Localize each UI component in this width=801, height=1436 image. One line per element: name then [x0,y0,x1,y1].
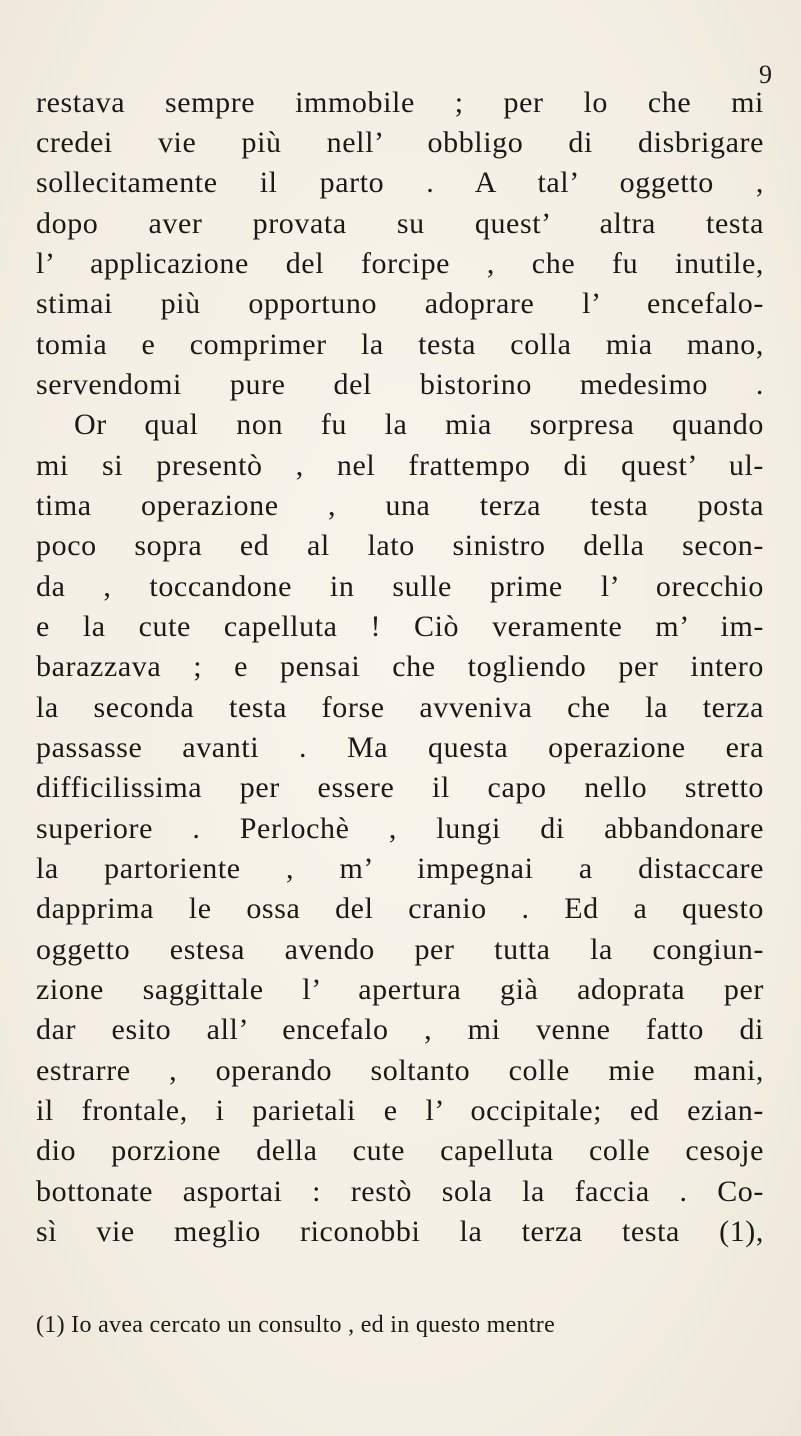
text-line-23: zione saggittale l’ apertura già adoprata per [36,973,764,1006]
text-line-29: sì vie meglio riconobbi la terza testa (1), [36,1215,764,1248]
text-line-13: da , toccandone in sulle prime l’ orecchio [36,570,764,603]
text-line-3: sollecitamente il parto . A tal’ oggetto , [36,166,764,199]
text-line-20: la partoriente , m’ impegnai a distaccare [36,852,764,885]
text-line-8: servendomi pure del bistorino medesimo . [36,368,764,401]
text-line-19: superiore . Perlochè , lungi di abbandonare [36,812,764,845]
text-line-5: l’ applicazione del forcipe , che fu inutile, [36,247,764,280]
text-line-27: dio porzione della cute capelluta colle cesoje [36,1134,764,1167]
text-line-21: dapprima le ossa del cranio . Ed a questo [36,892,764,925]
text-line-14: e la cute capelluta ! Ciò veramente m’ im- [36,610,764,643]
text-line-22: oggetto estesa avendo per tutta la congiun- [36,933,764,966]
page-number: 9 [759,60,772,89]
footnote: (1) Io avea cercato un consulto , ed in questo mentre [36,1312,556,1338]
text-line-6: stimai più opportuno adoprare l’ encefalo- [36,287,764,320]
text-line-26: il frontale, i parietali e l’ occipitale; ed ezian- [36,1094,764,1127]
text-line-16: la seconda testa forse avveniva che la terza [36,691,764,724]
text-line-24: dar esito all’ encefalo , mi venne fatto di [36,1013,764,1046]
text-line-25: estrarre , operando soltanto colle mie mani, [36,1054,764,1087]
text-line-9: Or qual non fu la mia sorpresa quando [74,408,764,441]
text-line-12: poco sopra ed al lato sinistro della secon- [36,529,764,562]
text-line-11: tima operazione , una terza testa posta [36,489,764,522]
text-line-17: passasse avanti . Ma questa operazione era [36,731,764,764]
text-line-1: restava sempre immobile ; per lo che mi [36,86,764,119]
text-line-15: barazzava ; e pensai che togliendo per intero [36,650,764,683]
text-line-18: difficilissima per essere il capo nello stretto [36,771,764,804]
text-line-28: bottonate asportai : restò sola la faccia . Co- [36,1175,764,1208]
text-line-2: credei vie più nell’ obbligo di disbrigare [36,126,764,159]
text-line-7: tomia e comprimer la testa colla mia mano, [36,328,764,361]
text-line-10: mi si presentò , nel frattempo di quest’ ul- [36,449,764,482]
text-line-4: dopo aver provata su quest’ altra testa [36,207,764,240]
